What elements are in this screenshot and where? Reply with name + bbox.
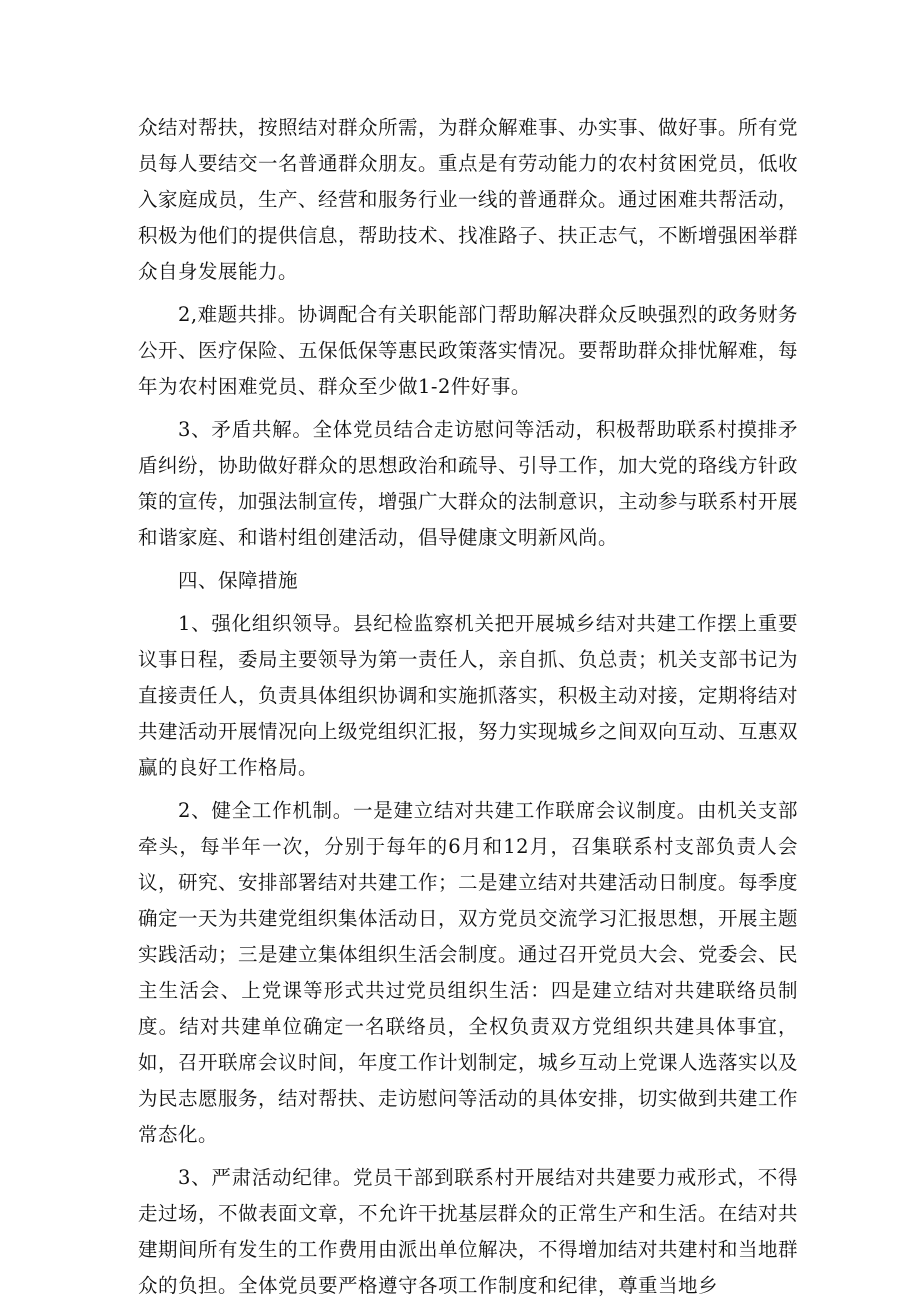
document-body xyxy=(138,110,798,1301)
paragraph-item-2: 2,难题共排。协调配合有关职能部门帮助解决群众反映强烈的政务财务公开、医疗保险、五保低保等惠民政策落实情况。要帮助群众排忧解难，每年为农村困难党员、群众至少做1-2件好事。 xyxy=(138,303,799,398)
paragraph-continuation: 众结对帮扶，按照结对群众所需，为群众解难事、办实事、做好事。所有党员每人要结交一名普通群众朋友。重点是有劳动能力的农村贫困党员，低收入家庭成员，生产、经营和服务行业一线的普通群众。通过困难共帮活动，积极为他们的提供信息，帮助技术、找准路子、扶正志气，不断增强困举群众自身发展能力。 xyxy=(138,116,799,283)
paragraph-measure-3: 3、严肃活动纪律。党员干部到联系村开展结对共建要力戒形式，不得走过场，不做表面文章，不允许干扰基层群众的正常生产和生活。在结对共建期间所有发生的工作费用由派出单位解决，不得增加结对共建村和当地群众的负担。全体党员要严格遵守各项工作制度和纪律，尊重当地乡 xyxy=(138,1166,799,1297)
paragraph-measure-2: 2、健全工作机制。一是建立结对共建工作联席会议制度。由机关支部牵头，每半年一次，分别于每年的6月和12月，召集联系村支部负责人会议，研究、安排部署结对共建工作；二是建立结对共建活动日制度。每季度确定一天为共建党组织集体活动日，双方党员交流学习汇报思想，开展主题实践活动；三是建立集体组织生活会制度。通过召开党员大会、党委会、民主生活会、上党课等形式共过党员组织生活：四是建立结对共建联络员制度。结对共建单位确定一名联络员，全权负责双方党组织共建具体事宜，如，召开联席会议时间，年度工作计划制定，城乡互动上党课人选落实以及为民志愿服务，结对帮扶、走访慰问等活动的具体安排，切实做到共建工作常态化。 xyxy=(138,799,799,1146)
paragraph-measure-1: 1、强化组织领导。县纪检监察机关把开展城乡结对共建工作摆上重要议事日程，委局主要领导为第一责任人，亲自抓、负总责；机关支部书记为直接责任人，负责具体组织协调和实施抓落实，积极主动对接，定期将结对共建活动开展情况向上级党组织汇报，努力实现城乡之间双向互动、互惠双赢的良好工作格局。 xyxy=(138,612,799,779)
paragraph-item-3: 3、矛盾共解。全体党员结合走访慰问等活动，积极帮助联系村摸排矛盾纠纷，协助做好群众的思想政治和疏导、引导工作，加大党的珞线方针政策的宣传，加强法制宣传，增强广大群众的法制意识，主动参与联系村开展和谐家庭、和谐村组创建活动，倡导健康文明新风尚。 xyxy=(138,418,799,549)
section-heading: 四、保障措施 xyxy=(178,569,299,592)
